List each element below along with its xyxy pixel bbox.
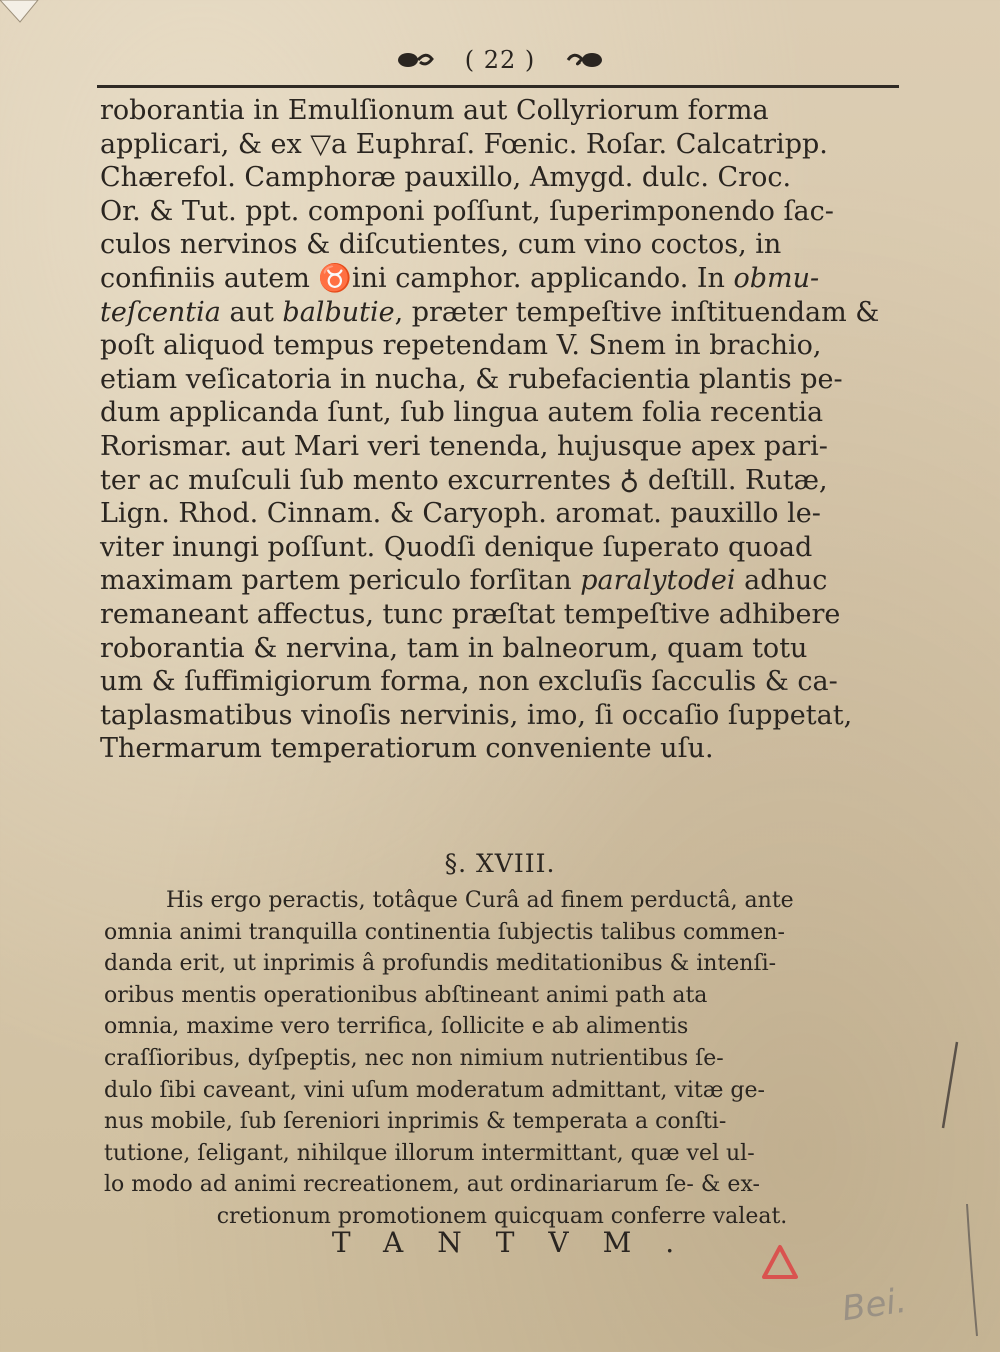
margin-pencil-stroke: [935, 1040, 965, 1130]
text-line: danda erit, ut inprimis â profundis meditationibus & intenſi-: [104, 951, 777, 977]
text-line: dulo ſibi caveant, vini uſum moderatum admittant, vitæ ge-: [104, 1077, 765, 1103]
text-line: oribus mentis operationibus abſtineant animi path ata: [104, 982, 708, 1008]
text-line: Lign. Rhod. Cinnam. & Caryoph. aromat. pauxillo le-: [100, 498, 821, 530]
text-line: taplasmatibus vinoſis nervinis, imo, ſi occaſio ſuppetat,: [100, 699, 853, 731]
text-line: culos nervinos & diſcutientes, cum vino coctos, in: [100, 229, 782, 261]
text-line: Or. & Tut. ppt. componi poſſunt, ſuperimponendo ſac-: [100, 195, 834, 227]
text-line: omnia, maxime vero terrifica, ſollicite e ab alimentis: [104, 1014, 689, 1040]
text-line: Chærefol. Camphoræ pauxillo, Amygd. dulc. Croc.: [100, 162, 792, 194]
page-corner-fold: [0, 0, 40, 25]
header-rule: [97, 85, 899, 88]
page-header: [0, 44, 1000, 74]
text-line: poſt aliquod tempus repetendam V. Snem in brachio,: [100, 330, 822, 362]
text-line: viter inungi poſſunt. Quodſi denique ſuperato quoad: [100, 531, 813, 563]
text-line: craſſioribus, dyſpeptis, nec non nimium nutrientibus ſe-: [104, 1045, 724, 1071]
text-line: um & ſuffimigiorum forma, non excluſis ſacculis & ca-: [100, 666, 838, 698]
section-heading: §. XVIII.: [444, 849, 556, 878]
right-ornament-icon: [560, 49, 606, 71]
main-paragraph: [100, 94, 900, 766]
left-ornament-icon: [394, 49, 440, 71]
section-paragraph: [104, 885, 900, 1233]
margin-pencil-stroke: [955, 1200, 985, 1340]
pencil-annotation: Bei.: [839, 1280, 909, 1330]
text-line: confiniis autem ♉ini camphor. applicando. In obmu-: [100, 262, 820, 294]
text-line: roborantia & nervina, tam in balneorum, quam totu: [100, 632, 808, 664]
text-line: maximam partem periculo forſitan paralytodei adhuc: [100, 565, 828, 597]
text-line: Rorismar. aut Mari veri tenenda, hujusque apex pari-: [100, 430, 828, 462]
text-line: nus mobile, ſub ſereniori inprimis & temperata a conſti-: [104, 1109, 727, 1135]
text-line: applicari, & ex ▽a Euphraſ. Fœnic. Roſar. Calcatripp.: [100, 128, 828, 160]
red-triangle-stamp-icon: [760, 1243, 800, 1283]
text-line: teſcentia aut balbutie, præter tempeſtive inſtituendam &: [100, 296, 880, 328]
text-line: tutione, ſeligant, nihilque illorum intermittant, quæ vel ul-: [104, 1140, 755, 1166]
text-line: roborantia in Emulſionum aut Collyriorum forma: [100, 95, 769, 126]
closing-word: TANTVM.: [331, 1226, 709, 1259]
text-line: dum applicanda ſunt, ſub lingua autem folia recentia: [100, 397, 824, 429]
text-line: etiam veſicatoria in nucha, & rubefacientia plantis pe-: [100, 363, 843, 395]
text-line: remaneant affectus, tunc præſtat tempeſtive adhibere: [100, 598, 841, 630]
text-line: omnia animi tranquilla continentia ſubjectis talibus commen-: [104, 919, 785, 945]
text-line: lo modo ad animi recreationem, aut ordinariarum ſe- & ex-: [104, 1172, 760, 1198]
text-line: Thermarum temperatiorum conveniente uſu.: [100, 733, 714, 765]
text-line: cretionum promotionem quicquam conferre valeat.: [216, 1203, 788, 1229]
text-line: ter ac muſculi ſub mento excurrentes ♁ deſtill. Rutæ,: [100, 464, 828, 496]
text-line: His ergo peractis, totâque Curâ ad finem perductâ, ante: [166, 888, 794, 913]
page-number: ( 22 ): [464, 45, 536, 74]
